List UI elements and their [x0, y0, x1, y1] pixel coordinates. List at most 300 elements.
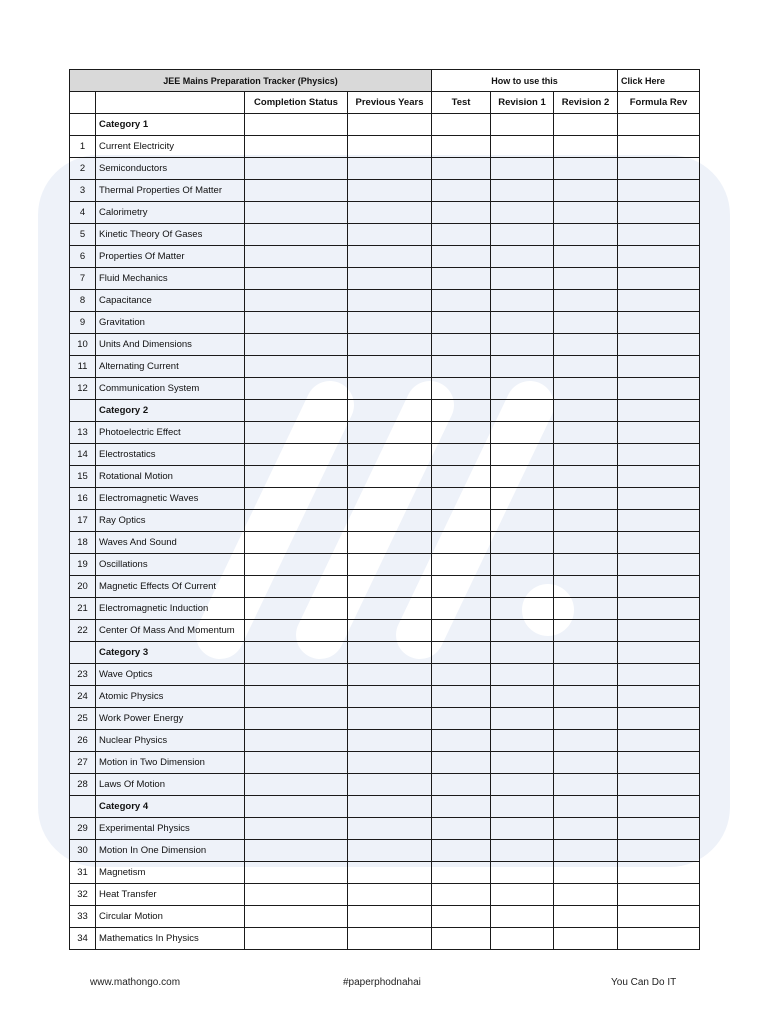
column-header: [70, 92, 96, 114]
status-cell[interactable]: [554, 356, 618, 378]
row-number: 6: [70, 246, 96, 268]
row-number: 2: [70, 158, 96, 180]
topic-row: [70, 246, 700, 268]
status-cell[interactable]: [491, 510, 554, 532]
status-cell[interactable]: [491, 268, 554, 290]
status-cell[interactable]: [618, 664, 700, 686]
status-cell[interactable]: [245, 906, 348, 928]
how-to-use-link[interactable]: How to use this: [432, 70, 618, 92]
status-cell[interactable]: [618, 510, 700, 532]
row-number: 30: [70, 840, 96, 862]
status-cell[interactable]: [491, 180, 554, 202]
status-cell[interactable]: [491, 928, 554, 950]
column-header: Revision 2: [554, 92, 618, 114]
topic-name: Semiconductors: [96, 158, 245, 180]
click-here-link[interactable]: Click Here: [618, 70, 700, 92]
status-cell[interactable]: [245, 664, 348, 686]
status-cell[interactable]: [432, 510, 491, 532]
status-cell[interactable]: [554, 598, 618, 620]
status-cell[interactable]: [554, 818, 618, 840]
status-cell[interactable]: [554, 752, 618, 774]
column-header: Test: [432, 92, 491, 114]
status-cell[interactable]: [618, 290, 700, 312]
row-number: 20: [70, 576, 96, 598]
status-cell[interactable]: [245, 466, 348, 488]
status-cell[interactable]: [245, 796, 348, 818]
status-cell[interactable]: [554, 862, 618, 884]
status-cell[interactable]: [432, 400, 491, 422]
topic-name: Waves And Sound: [96, 532, 245, 554]
status-cell[interactable]: [245, 598, 348, 620]
status-cell[interactable]: [432, 158, 491, 180]
status-cell[interactable]: [432, 840, 491, 862]
topic-name: Capacitance: [96, 290, 245, 312]
status-cell[interactable]: [618, 224, 700, 246]
topic-row: [70, 466, 700, 488]
topic-row: [70, 840, 700, 862]
status-cell[interactable]: [491, 334, 554, 356]
status-cell[interactable]: [554, 642, 618, 664]
status-cell[interactable]: [245, 356, 348, 378]
status-cell[interactable]: [618, 686, 700, 708]
topic-name: Ray Optics: [96, 510, 245, 532]
status-cell[interactable]: [348, 444, 432, 466]
status-cell[interactable]: [491, 818, 554, 840]
status-cell[interactable]: [348, 708, 432, 730]
status-cell[interactable]: [491, 884, 554, 906]
status-cell[interactable]: [245, 488, 348, 510]
status-cell[interactable]: [432, 466, 491, 488]
status-cell[interactable]: [618, 796, 700, 818]
status-cell[interactable]: [432, 906, 491, 928]
status-cell[interactable]: [348, 796, 432, 818]
status-cell[interactable]: [245, 268, 348, 290]
status-cell[interactable]: [432, 598, 491, 620]
status-cell[interactable]: [245, 312, 348, 334]
status-cell[interactable]: [348, 686, 432, 708]
status-cell[interactable]: [432, 928, 491, 950]
status-cell[interactable]: [348, 840, 432, 862]
status-cell[interactable]: [554, 708, 618, 730]
title-row: [70, 70, 700, 92]
status-cell[interactable]: [348, 422, 432, 444]
row-number: 7: [70, 268, 96, 290]
status-cell[interactable]: [491, 466, 554, 488]
status-cell[interactable]: [491, 796, 554, 818]
status-cell[interactable]: [348, 884, 432, 906]
topic-name: Wave Optics: [96, 664, 245, 686]
status-cell[interactable]: [245, 136, 348, 158]
status-cell[interactable]: [554, 422, 618, 444]
status-cell[interactable]: [554, 224, 618, 246]
status-cell[interactable]: [245, 686, 348, 708]
column-header: Revision 1: [491, 92, 554, 114]
topic-row: [70, 532, 700, 554]
status-cell[interactable]: [554, 136, 618, 158]
status-cell[interactable]: [245, 818, 348, 840]
status-cell[interactable]: [348, 488, 432, 510]
status-cell[interactable]: [618, 708, 700, 730]
topic-row: [70, 422, 700, 444]
status-cell[interactable]: [491, 114, 554, 136]
status-cell[interactable]: [348, 576, 432, 598]
status-cell[interactable]: [348, 312, 432, 334]
status-cell[interactable]: [491, 422, 554, 444]
status-cell[interactable]: [348, 664, 432, 686]
row-number: 32: [70, 884, 96, 906]
status-cell[interactable]: [432, 642, 491, 664]
status-cell[interactable]: [491, 158, 554, 180]
status-cell[interactable]: [432, 488, 491, 510]
status-cell[interactable]: [348, 246, 432, 268]
status-cell[interactable]: [491, 774, 554, 796]
category-row: [70, 796, 700, 818]
status-cell[interactable]: [432, 884, 491, 906]
topic-name: Heat Transfer: [96, 884, 245, 906]
status-cell[interactable]: [432, 862, 491, 884]
status-cell[interactable]: [618, 598, 700, 620]
category-label: Category 3: [96, 642, 245, 664]
row-number: 5: [70, 224, 96, 246]
status-cell[interactable]: [348, 378, 432, 400]
status-cell[interactable]: [618, 334, 700, 356]
column-header: [96, 92, 245, 114]
status-cell[interactable]: [432, 730, 491, 752]
status-cell[interactable]: [618, 246, 700, 268]
status-cell[interactable]: [618, 400, 700, 422]
status-cell[interactable]: [618, 906, 700, 928]
status-cell[interactable]: [491, 224, 554, 246]
status-cell[interactable]: [554, 400, 618, 422]
status-cell[interactable]: [554, 554, 618, 576]
status-cell[interactable]: [491, 136, 554, 158]
topic-name: Electromagnetic Induction: [96, 598, 245, 620]
status-cell[interactable]: [618, 466, 700, 488]
status-cell[interactable]: [554, 246, 618, 268]
status-cell[interactable]: [618, 774, 700, 796]
status-cell[interactable]: [245, 928, 348, 950]
topic-name: Motion in Two Dimension: [96, 752, 245, 774]
status-cell[interactable]: [432, 290, 491, 312]
status-cell[interactable]: [432, 180, 491, 202]
status-cell[interactable]: [554, 378, 618, 400]
status-cell[interactable]: [348, 202, 432, 224]
status-cell[interactable]: [554, 202, 618, 224]
status-cell[interactable]: [245, 840, 348, 862]
topic-row: [70, 356, 700, 378]
status-cell[interactable]: [554, 158, 618, 180]
status-cell[interactable]: [618, 158, 700, 180]
status-cell[interactable]: [432, 796, 491, 818]
status-cell[interactable]: [554, 576, 618, 598]
topic-name: Mathematics In Physics: [96, 928, 245, 950]
status-cell[interactable]: [618, 114, 700, 136]
status-cell[interactable]: [245, 510, 348, 532]
category-row: [70, 114, 700, 136]
topic-row: [70, 752, 700, 774]
status-cell[interactable]: [432, 532, 491, 554]
status-cell[interactable]: [245, 334, 348, 356]
status-cell[interactable]: [618, 488, 700, 510]
topic-row: [70, 158, 700, 180]
status-cell[interactable]: [432, 136, 491, 158]
status-cell[interactable]: [554, 620, 618, 642]
status-cell[interactable]: [554, 928, 618, 950]
status-cell[interactable]: [491, 576, 554, 598]
topic-name: Calorimetry: [96, 202, 245, 224]
status-cell[interactable]: [618, 356, 700, 378]
status-cell[interactable]: [618, 422, 700, 444]
status-cell[interactable]: [245, 884, 348, 906]
category-label: Category 2: [96, 400, 245, 422]
status-cell[interactable]: [491, 378, 554, 400]
category-row: [70, 642, 700, 664]
status-cell[interactable]: [245, 180, 348, 202]
column-header-row: [70, 92, 700, 114]
status-cell[interactable]: [432, 752, 491, 774]
topic-name: Work Power Energy: [96, 708, 245, 730]
status-cell[interactable]: [245, 224, 348, 246]
status-cell[interactable]: [618, 444, 700, 466]
footer-tagline: You Can Do IT: [611, 977, 677, 988]
status-cell[interactable]: [245, 862, 348, 884]
status-cell[interactable]: [491, 730, 554, 752]
status-cell[interactable]: [432, 378, 491, 400]
status-cell[interactable]: [245, 114, 348, 136]
row-number: 12: [70, 378, 96, 400]
status-cell[interactable]: [432, 774, 491, 796]
status-cell[interactable]: [348, 290, 432, 312]
status-cell[interactable]: [348, 620, 432, 642]
status-cell[interactable]: [348, 224, 432, 246]
status-cell[interactable]: [618, 620, 700, 642]
status-cell[interactable]: [348, 862, 432, 884]
status-cell[interactable]: [348, 532, 432, 554]
row-number: 10: [70, 334, 96, 356]
status-cell[interactable]: [348, 928, 432, 950]
status-cell[interactable]: [491, 488, 554, 510]
status-cell[interactable]: [348, 400, 432, 422]
status-cell[interactable]: [245, 752, 348, 774]
topic-row: [70, 180, 700, 202]
status-cell[interactable]: [348, 114, 432, 136]
status-cell[interactable]: [491, 202, 554, 224]
status-cell[interactable]: [618, 576, 700, 598]
footer-website[interactable]: www.mathongo.com: [90, 977, 181, 988]
status-cell[interactable]: [618, 532, 700, 554]
status-cell[interactable]: [348, 180, 432, 202]
status-cell[interactable]: [554, 290, 618, 312]
status-cell[interactable]: [348, 356, 432, 378]
status-cell[interactable]: [245, 730, 348, 752]
topic-name: Circular Motion: [96, 906, 245, 928]
status-cell[interactable]: [491, 598, 554, 620]
status-cell[interactable]: [432, 554, 491, 576]
status-cell[interactable]: [432, 708, 491, 730]
row-number: 11: [70, 356, 96, 378]
status-cell[interactable]: [618, 730, 700, 752]
status-cell[interactable]: [245, 290, 348, 312]
row-number: 17: [70, 510, 96, 532]
status-cell[interactable]: [348, 554, 432, 576]
row-number: 16: [70, 488, 96, 510]
status-cell[interactable]: [554, 796, 618, 818]
row-number: 18: [70, 532, 96, 554]
status-cell[interactable]: [618, 884, 700, 906]
status-cell[interactable]: [491, 840, 554, 862]
status-cell[interactable]: [491, 532, 554, 554]
status-cell[interactable]: [618, 862, 700, 884]
status-cell[interactable]: [618, 840, 700, 862]
status-cell[interactable]: [432, 268, 491, 290]
status-cell[interactable]: [348, 818, 432, 840]
status-cell[interactable]: [491, 642, 554, 664]
status-cell[interactable]: [348, 158, 432, 180]
topic-row: [70, 136, 700, 158]
status-cell[interactable]: [491, 554, 554, 576]
status-cell[interactable]: [491, 686, 554, 708]
row-number: 31: [70, 862, 96, 884]
topic-row: [70, 818, 700, 840]
row-number: 19: [70, 554, 96, 576]
status-cell[interactable]: [618, 136, 700, 158]
topic-row: [70, 290, 700, 312]
topic-name: Oscillations: [96, 554, 245, 576]
status-cell[interactable]: [491, 290, 554, 312]
status-cell[interactable]: [491, 246, 554, 268]
status-cell[interactable]: [491, 862, 554, 884]
status-cell[interactable]: [618, 928, 700, 950]
status-cell[interactable]: [245, 202, 348, 224]
status-cell[interactable]: [554, 466, 618, 488]
status-cell[interactable]: [618, 202, 700, 224]
status-cell[interactable]: [491, 444, 554, 466]
status-cell[interactable]: [432, 202, 491, 224]
tracker-title: JEE Mains Preparation Tracker (Physics): [70, 70, 432, 92]
status-cell[interactable]: [432, 818, 491, 840]
status-cell[interactable]: [554, 334, 618, 356]
status-cell[interactable]: [348, 774, 432, 796]
status-cell[interactable]: [554, 884, 618, 906]
status-cell[interactable]: [432, 444, 491, 466]
topic-name: Thermal Properties Of Matter: [96, 180, 245, 202]
status-cell[interactable]: [554, 774, 618, 796]
status-cell[interactable]: [348, 752, 432, 774]
status-cell[interactable]: [491, 752, 554, 774]
status-cell[interactable]: [245, 774, 348, 796]
status-cell[interactable]: [245, 554, 348, 576]
status-cell[interactable]: [618, 268, 700, 290]
status-cell[interactable]: [348, 136, 432, 158]
row-number: 13: [70, 422, 96, 444]
topic-row: [70, 686, 700, 708]
status-cell[interactable]: [554, 906, 618, 928]
topic-row: [70, 906, 700, 928]
topic-row: [70, 334, 700, 356]
status-cell[interactable]: [348, 268, 432, 290]
status-cell[interactable]: [618, 818, 700, 840]
status-cell[interactable]: [432, 246, 491, 268]
status-cell[interactable]: [432, 114, 491, 136]
status-cell[interactable]: [491, 356, 554, 378]
status-cell[interactable]: [245, 246, 348, 268]
status-cell[interactable]: [554, 488, 618, 510]
status-cell[interactable]: [554, 444, 618, 466]
status-cell[interactable]: [618, 642, 700, 664]
topic-row: [70, 598, 700, 620]
row-number: 22: [70, 620, 96, 642]
status-cell[interactable]: [491, 664, 554, 686]
status-cell[interactable]: [348, 730, 432, 752]
status-cell[interactable]: [554, 114, 618, 136]
status-cell[interactable]: [432, 312, 491, 334]
status-cell[interactable]: [618, 554, 700, 576]
topic-name: Electrostatics: [96, 444, 245, 466]
status-cell[interactable]: [554, 686, 618, 708]
status-cell[interactable]: [432, 422, 491, 444]
status-cell[interactable]: [618, 180, 700, 202]
status-cell[interactable]: [554, 312, 618, 334]
status-cell[interactable]: [554, 180, 618, 202]
topic-row: [70, 268, 700, 290]
status-cell[interactable]: [491, 312, 554, 334]
status-cell[interactable]: [432, 356, 491, 378]
status-cell[interactable]: [348, 906, 432, 928]
status-cell[interactable]: [245, 576, 348, 598]
status-cell[interactable]: [245, 708, 348, 730]
status-cell[interactable]: [348, 466, 432, 488]
status-cell[interactable]: [618, 312, 700, 334]
topic-name: Magnetism: [96, 862, 245, 884]
status-cell[interactable]: [432, 686, 491, 708]
status-cell[interactable]: [554, 730, 618, 752]
status-cell[interactable]: [491, 906, 554, 928]
status-cell[interactable]: [618, 378, 700, 400]
status-cell[interactable]: [432, 576, 491, 598]
status-cell[interactable]: [491, 708, 554, 730]
status-cell[interactable]: [245, 422, 348, 444]
status-cell[interactable]: [554, 840, 618, 862]
status-cell[interactable]: [432, 334, 491, 356]
status-cell[interactable]: [348, 642, 432, 664]
status-cell[interactable]: [554, 510, 618, 532]
status-cell[interactable]: [491, 620, 554, 642]
status-cell[interactable]: [348, 334, 432, 356]
status-cell[interactable]: [432, 620, 491, 642]
status-cell[interactable]: [245, 444, 348, 466]
topic-row: [70, 884, 700, 906]
status-cell[interactable]: [554, 664, 618, 686]
status-cell[interactable]: [348, 510, 432, 532]
status-cell[interactable]: [245, 620, 348, 642]
status-cell[interactable]: [245, 158, 348, 180]
status-cell[interactable]: [348, 598, 432, 620]
topic-name: Center Of Mass And Momentum: [96, 620, 245, 642]
status-cell[interactable]: [245, 642, 348, 664]
status-cell[interactable]: [618, 752, 700, 774]
status-cell[interactable]: [245, 378, 348, 400]
status-cell[interactable]: [245, 400, 348, 422]
status-cell[interactable]: [554, 268, 618, 290]
status-cell[interactable]: [554, 532, 618, 554]
column-header: Previous Years: [348, 92, 432, 114]
topic-name: Current Electricity: [96, 136, 245, 158]
status-cell[interactable]: [432, 664, 491, 686]
row-number: [70, 796, 96, 818]
status-cell[interactable]: [245, 532, 348, 554]
status-cell[interactable]: [432, 224, 491, 246]
status-cell[interactable]: [491, 400, 554, 422]
